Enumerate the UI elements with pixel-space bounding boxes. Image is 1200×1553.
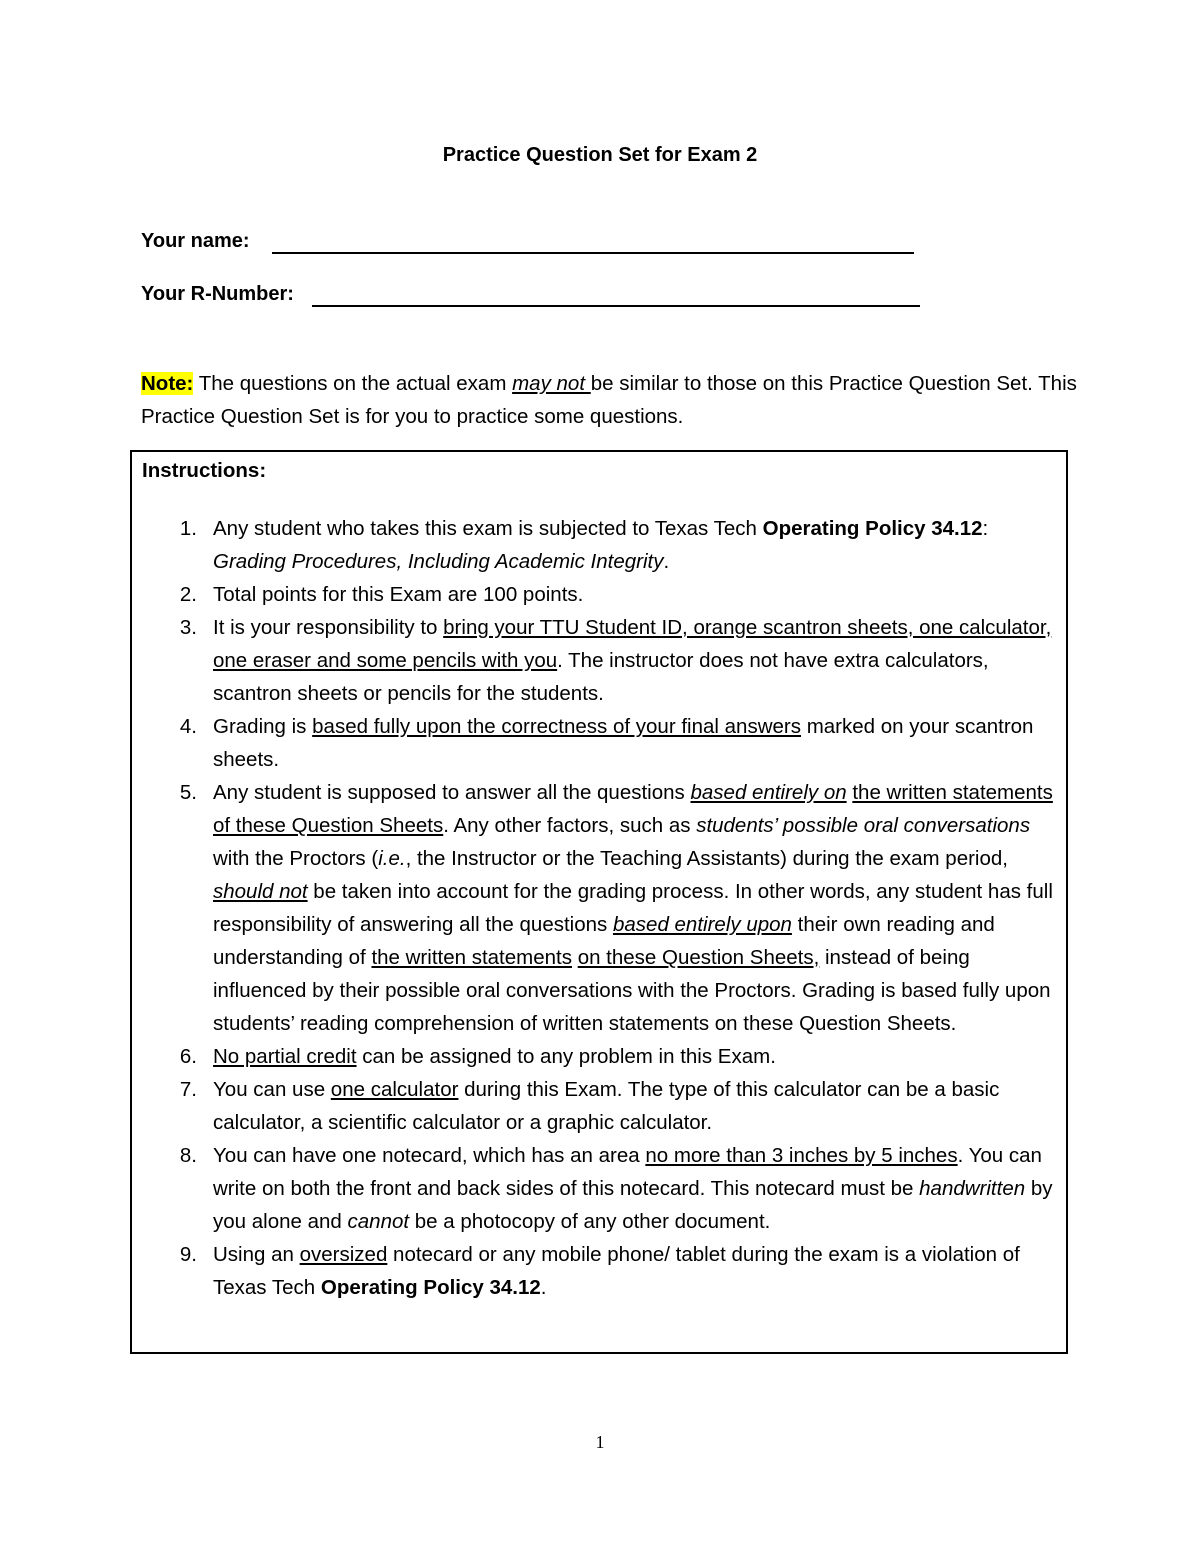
page-title: Practice Question Set for Exam 2 <box>442 144 758 166</box>
list-item: 4. Grading is based fully upon the correctness of your final answers marked on your scantron sheets. <box>179 715 1034 771</box>
list-item: 9. Using an oversized notecard or any mobile phone/ tablet during the exam is a violation of Texas Tech Operating Policy 34.12. <box>179 1243 1020 1299</box>
list-item: 8. You can have one notecard, which has an area no more than 3 inches by 5 inches. You can write on both the front and back sides of this notecard. This notecard must be handwritten by you alone and cannot be a photocopy of any other document. <box>179 1144 1053 1233</box>
rnumber-label: Your R-Number: <box>141 283 294 305</box>
note-label: Note: <box>141 372 194 395</box>
list-item: 5. Any student is supposed to answer all the questions based entirely on the written statements of these Question Sheets. Any other factors, such as students’ possible oral conversations with the Proctors (i.e., the Instructor or the Teaching Assistants) during the exam period, should not be taken into account for the grading process. In other words, any student has full responsibility of answering all the questions based entirely upon their own reading and understanding of the written statements on these Question Sheets, instead of being influenced by their possible oral conversations with the Proctors. Grading is based fully upon students’ reading comprehension of written statements on these Question Sheets. <box>179 781 1053 1035</box>
list-item: 2. Total points for this Exam are 100 points. <box>179 583 584 606</box>
list-item: 6. No partial credit can be assigned to any problem in this Exam. <box>179 1045 776 1068</box>
list-item: 3. It is your responsibility to bring your TTU Student ID, orange scantron sheets, one calculator, one eraser and some pencils with you. The instructor does not have extra calculators, scantron sheets or pencils for the students. <box>179 616 1052 705</box>
rnumber-blank-line[interactable] <box>312 305 920 307</box>
name-label: Your name: <box>141 230 250 252</box>
note-paragraph: Note: The questions on the actual exam may not be similar to those on this Practice Question Set. This Practice Question Set is for you to practice some questions. <box>141 372 1077 428</box>
instructions-box <box>130 450 1068 1354</box>
instructions-list <box>142 512 1058 1304</box>
list-item: 1. Any student who takes this exam is subjected to Texas Tech Operating Policy 34.12: Grading Procedures, Including Academic Integrity. <box>179 517 989 573</box>
list-item: 7. You can use one calculator during this Exam. The type of this calculator can be a basic calculator, a scientific calculator or a graphic calculator. <box>179 1078 1000 1134</box>
page-number: 1 <box>595 1432 605 1452</box>
instructions-heading: Instructions: <box>142 459 267 482</box>
name-blank-line[interactable] <box>272 252 914 254</box>
